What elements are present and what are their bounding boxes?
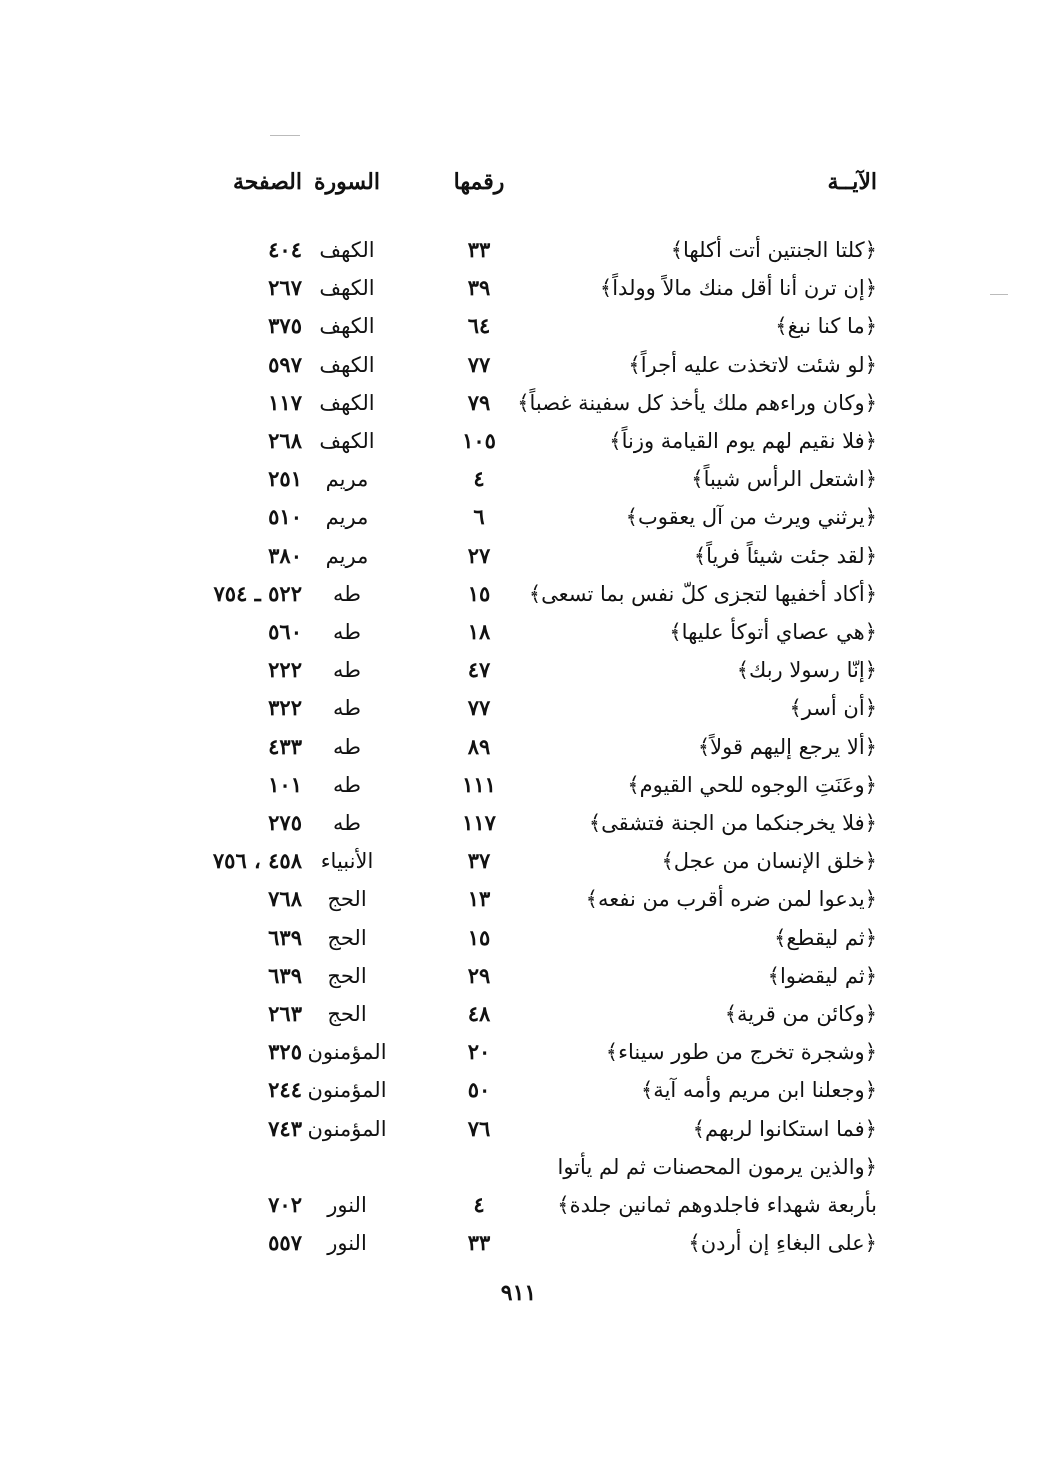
verse-text: ﴿ثم ليقطع﴾ bbox=[774, 926, 877, 950]
header-number: رقمها bbox=[453, 169, 505, 195]
page-reference: ٢٦٣ bbox=[268, 1001, 302, 1026]
page-reference: ٣٢٥ bbox=[268, 1039, 302, 1064]
verse-text: ﴿هي عصاي أتوكأ عليها﴾ bbox=[669, 620, 877, 644]
page-reference: ٣٨٠ bbox=[268, 543, 302, 568]
surah-name: طه bbox=[333, 735, 361, 759]
page-reference: ٤٣٣ bbox=[268, 734, 302, 759]
verse-text: ﴿فلا يخرجنكما من الجنة فتشقى﴾ bbox=[588, 811, 877, 835]
surah-name: طه bbox=[333, 696, 361, 720]
scan-speck bbox=[270, 135, 300, 136]
verse-text: ﴿وكان وراءهم ملك يأخذ كل سفينة غصباً﴾ bbox=[517, 391, 877, 415]
verse-text: ﴿وعَنَتِ الوجوه للحي القيوم﴾ bbox=[627, 773, 877, 797]
surah-name: طه bbox=[333, 811, 361, 835]
page-reference: ٢٦٧ bbox=[268, 275, 302, 300]
page-reference: ٦٣٩ bbox=[268, 963, 302, 988]
verse-text: بأربعة شهداء فاجلدوهم ثمانين جلدة﴾ bbox=[557, 1193, 877, 1217]
header-verse: الآيــة bbox=[827, 169, 877, 195]
verse-text: ﴿ألا يرجع إليهم قولاً﴾ bbox=[697, 735, 877, 759]
surah-name: الكهف bbox=[319, 391, 375, 415]
verse-number: ٦ bbox=[473, 504, 485, 529]
verse-number: ٤٧ bbox=[467, 657, 491, 682]
page-reference: ٤٠٤ bbox=[268, 237, 302, 262]
verse-number: ٨٩ bbox=[467, 734, 491, 759]
page-reference: ٢٦٨ bbox=[268, 428, 302, 453]
verse-text: ﴿يدعوا لمن ضره أقرب من نفعه﴾ bbox=[585, 887, 877, 911]
verse-text: ﴿فما استكانوا لربهم﴾ bbox=[692, 1117, 877, 1141]
verse-text: ﴿وكائن من قرية﴾ bbox=[724, 1002, 877, 1026]
page-reference: ٣٧٥ bbox=[268, 313, 302, 338]
page-reference: ٦٣٩ bbox=[268, 925, 302, 950]
surah-name: الحج bbox=[327, 926, 367, 950]
verse-text: ﴿وشجرة تخرج من طور سيناء﴾ bbox=[605, 1040, 877, 1064]
surah-name: طه bbox=[333, 773, 361, 797]
page-reference: ٧٤٣ bbox=[268, 1116, 302, 1141]
verse-text: ﴿لقد جئت شيئاً فرياً﴾ bbox=[693, 544, 877, 568]
verse-number: ٢٠ bbox=[467, 1039, 491, 1064]
verse-text: ﴿وجعلنا ابن مريم وأمه آية﴾ bbox=[641, 1078, 877, 1102]
verse-number: ٤٨ bbox=[467, 1001, 491, 1026]
page-reference: ٥٩٧ bbox=[268, 352, 302, 377]
page-reference: ٣٢٢ bbox=[268, 695, 302, 720]
surah-name: طه bbox=[333, 582, 361, 606]
verse-text: ﴿أكاد أخفيها لتجزى كلّ نفس بما تسعى﴾ bbox=[528, 582, 877, 606]
verse-text: ﴿أن أسر﴾ bbox=[789, 696, 877, 720]
page-reference: ٥٢٢ ـ ٧٥٤ bbox=[213, 581, 302, 606]
page-reference: ٢٤٤ bbox=[268, 1077, 302, 1102]
surah-name: المؤمنون bbox=[307, 1040, 387, 1064]
verse-number: ٢٧ bbox=[467, 543, 491, 568]
verse-number: ٣٩ bbox=[467, 275, 491, 300]
verse-number: ٥٠ bbox=[467, 1077, 491, 1102]
surah-name: الحج bbox=[327, 1002, 367, 1026]
verse-text: ﴿فلا نقيم لهم يوم القيامة وزناً﴾ bbox=[609, 429, 877, 453]
surah-name: الكهف bbox=[319, 353, 375, 377]
verse-number: ١١٧ bbox=[462, 810, 496, 835]
verse-number: ٦٤ bbox=[467, 313, 491, 338]
surah-name: الأنبياء bbox=[320, 849, 374, 873]
verse-number: ١٥ bbox=[467, 581, 491, 606]
verse-text: ﴿خلق الإنسان من عجل﴾ bbox=[661, 849, 877, 873]
surah-name: الكهف bbox=[319, 276, 375, 300]
surah-name: النور bbox=[327, 1231, 367, 1255]
surah-name: الكهف bbox=[319, 314, 375, 338]
surah-name: مريم bbox=[325, 505, 369, 529]
page-reference: ٧٦٨ bbox=[268, 886, 302, 911]
page-reference: ٥٦٠ bbox=[268, 619, 302, 644]
verse-text: ﴿على البغاءِ إن أردن﴾ bbox=[688, 1231, 877, 1255]
surah-name: طه bbox=[333, 658, 361, 682]
surah-name: المؤمنون bbox=[307, 1117, 387, 1141]
verse-number: ٢٩ bbox=[467, 963, 491, 988]
verse-text: ﴿كلتا الجنتين أتت أكلها﴾ bbox=[670, 238, 877, 262]
page-reference: ٥٥٧ bbox=[268, 1230, 302, 1255]
page-reference: ١١٧ bbox=[268, 390, 302, 415]
verse-number: ٤ bbox=[473, 1192, 485, 1217]
page-reference: ٥١٠ bbox=[268, 504, 302, 529]
header-page: الصفحة bbox=[232, 169, 302, 195]
surah-name: النور bbox=[327, 1193, 367, 1217]
page-number: ٩١١ bbox=[500, 1280, 537, 1306]
page-reference: ٧٠٢ bbox=[268, 1192, 302, 1217]
verse-number: ٧٧ bbox=[467, 695, 491, 720]
verse-number: ٧٩ bbox=[467, 390, 491, 415]
surah-name: طه bbox=[333, 620, 361, 644]
page-reference: ٢٢٢ bbox=[268, 657, 302, 682]
verse-text: ﴿ثم ليقضوا﴾ bbox=[767, 964, 877, 988]
surah-name: الحج bbox=[327, 964, 367, 988]
verse-number: ١٥ bbox=[467, 925, 491, 950]
verse-number: ١٠٥ bbox=[462, 428, 496, 453]
page-reference: ٢٧٥ bbox=[268, 810, 302, 835]
verse-number: ٣٣ bbox=[467, 1230, 491, 1255]
header-surah: السورة bbox=[314, 169, 380, 195]
verse-number: ١١١ bbox=[462, 772, 496, 797]
verse-text: ﴿إن ترن أنا أقل منك مالاً وولداً﴾ bbox=[599, 276, 877, 300]
verse-number: ٣٧ bbox=[467, 848, 491, 873]
verse-text: ﴿ما كنا نبغ﴾ bbox=[775, 314, 877, 338]
surah-name: الحج bbox=[327, 887, 367, 911]
verse-text: ﴿والذين يرمون المحصنات ثم لم يأتوا bbox=[557, 1155, 877, 1179]
verse-number: ٧٧ bbox=[467, 352, 491, 377]
verse-number: ٤ bbox=[473, 466, 485, 491]
surah-name: مريم bbox=[325, 467, 369, 491]
verse-text: ﴿لو شئت لاتخذت عليه أجراً﴾ bbox=[628, 353, 877, 377]
surah-name: الكهف bbox=[319, 429, 375, 453]
surah-name: مريم bbox=[325, 544, 369, 568]
surah-name: المؤمنون bbox=[307, 1078, 387, 1102]
verse-number: ١٨ bbox=[467, 619, 491, 644]
page-reference: ٢٥١ bbox=[268, 466, 302, 491]
surah-name: الكهف bbox=[319, 238, 375, 262]
verse-number: ٣٣ bbox=[467, 237, 491, 262]
verse-text: ﴿اشتعل الرأس شيباً﴾ bbox=[691, 467, 877, 491]
verse-text: ﴿إنّا رسولا ربك﴾ bbox=[736, 658, 877, 682]
verse-number: ٧٦ bbox=[467, 1116, 491, 1141]
page-reference: ١٠١ bbox=[268, 772, 302, 797]
verse-text: ﴿يرثني ويرث من آل يعقوب﴾ bbox=[625, 505, 877, 529]
scan-speck bbox=[990, 294, 1008, 295]
verse-number: ١٣ bbox=[467, 886, 491, 911]
page-reference: ٤٥٨ ، ٧٥٦ bbox=[212, 848, 302, 873]
